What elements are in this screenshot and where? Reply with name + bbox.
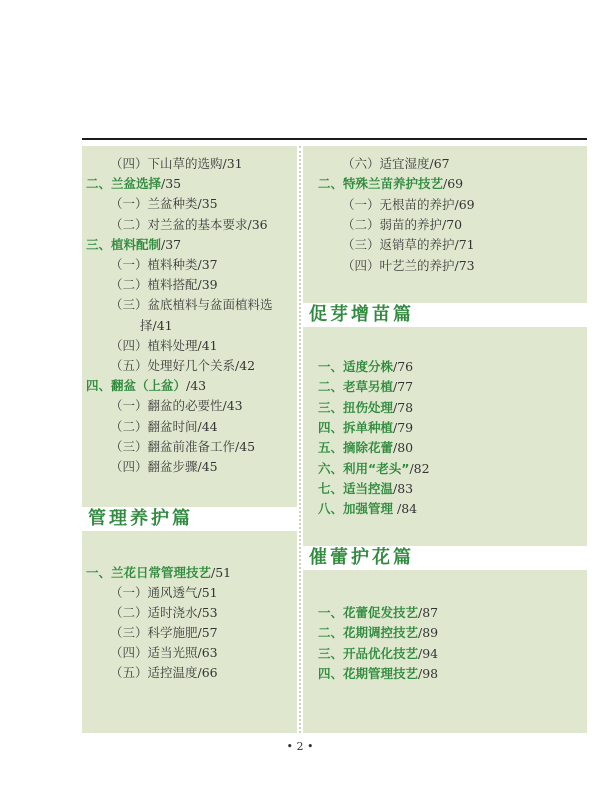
toc-entry-page: /35 [197, 196, 218, 212]
toc-subsection-entry [110, 625, 218, 641]
toc-chapter-entry [86, 176, 181, 192]
toc-entry-label: （一）无根苗的养护 [342, 196, 455, 212]
toc-entry-label: 六、利用“老头” [318, 460, 410, 476]
toc-entry-page: /71 [454, 237, 475, 253]
toc-entry-label: 一、花蕾促发技艺 [318, 605, 419, 620]
toc-entry-label: （五）适控温度 [110, 665, 198, 680]
toc-entry-page: /57 [197, 625, 218, 640]
toc-entry-page: /80 [393, 440, 414, 456]
toc-entry-label: （四）翻盆步骤 [110, 459, 198, 474]
toc-entry-page: /84 [393, 501, 418, 517]
toc-entry-label: 四、翻盆（上盆） [86, 378, 187, 394]
toc-entry-label: 四、花期管理技艺 [318, 665, 419, 681]
toc-entry-page: /36 [247, 216, 268, 232]
toc-entry-page: /51 [211, 565, 232, 580]
toc-entry-page: /41 [197, 337, 218, 353]
toc-entry-page: /73 [454, 257, 475, 273]
toc-chapter-entry [318, 420, 413, 436]
toc-entry-page: /87 [418, 605, 439, 620]
toc-subsection-entry [110, 439, 255, 455]
toc-entry-page: /42 [235, 358, 256, 373]
toc-entry-label: 二、特殊兰苗养护技艺 [318, 176, 444, 192]
toc-entry-page: /43 [186, 378, 207, 394]
section-title-bud: 催蕾护花篇 [303, 546, 587, 570]
toc-subsection-entry [110, 196, 218, 212]
toc-entry-label: （一）通风透气 [110, 585, 198, 600]
toc-subsection-entry [140, 318, 173, 334]
toc-entry-label: 八、加强管理 [318, 501, 394, 517]
toc-entry-label: （二）翻盆时间 [110, 418, 198, 434]
toc-subsection-entry [110, 585, 218, 601]
toc-entry-label: （二）适时浇水 [110, 605, 198, 620]
section-title-sprout: 促芽增苗篇 [303, 303, 587, 327]
toc-chapter-entry [86, 565, 231, 581]
toc-entry-label: 三、开品优化技艺 [318, 645, 419, 661]
toc-chapter-entry [86, 378, 206, 394]
toc-entry-label: 二、老草另植 [318, 379, 394, 395]
toc-entry-page: /43 [222, 398, 243, 414]
toc-entry-page: /78 [393, 399, 414, 415]
toc-chapter-entry [318, 605, 438, 621]
toc-entry-label: （六）适宜湿度 [342, 156, 430, 171]
toc-subsection-entry [342, 237, 475, 253]
toc-entry-label: （四）叶艺兰的养护 [342, 257, 455, 273]
toc-chapter-entry [318, 646, 438, 662]
toc-subsection-entry [342, 217, 462, 233]
toc-subsection-entry [342, 156, 450, 172]
toc-entry-label: （二）对兰盆的基本要求 [110, 216, 248, 232]
toc-entry-page: /35 [161, 176, 182, 192]
toc-entry-label: 三、扭伤处理 [318, 399, 394, 415]
toc-entry-page: /66 [197, 665, 218, 680]
toc-entry-page: /31 [222, 156, 243, 171]
toc-entry-label: （三）返销草的养护 [342, 237, 455, 253]
toc-entry-label: （一）翻盆的必要性 [110, 398, 223, 414]
toc-entry-label: （一）植料种类 [110, 257, 198, 272]
page-number: • 2 • [286, 740, 314, 753]
toc-subsection-entry [110, 358, 255, 374]
toc-chapter-entry [86, 237, 181, 253]
toc-subsection-entry [110, 257, 218, 273]
toc-chapter-entry [318, 461, 430, 477]
toc-entry-page: /76 [393, 359, 414, 374]
toc-subsection-entry [110, 217, 268, 233]
toc-entry-page: /53 [197, 605, 218, 620]
toc-entry-page: /79 [393, 419, 414, 435]
toc-chapter-entry [318, 359, 413, 375]
toc-subsection-entry [110, 665, 218, 681]
toc-entry-page: /51 [197, 585, 218, 600]
toc-entry-page: /37 [197, 257, 218, 272]
toc-chapter-entry [318, 379, 413, 395]
toc-entry-label: 二、兰盆选择 [86, 176, 162, 192]
toc-subsection-entry [110, 338, 218, 354]
toc-entry-page: /82 [409, 460, 430, 476]
toc-entry-label: 七、适当控温 [318, 480, 394, 496]
toc-chapter-entry [318, 501, 417, 517]
toc-entry-page: /83 [393, 480, 414, 496]
toc-entry-page: /41 [152, 317, 173, 333]
toc-entry-page: /63 [197, 645, 218, 660]
toc-subsection-entry [110, 419, 218, 435]
toc-subsection-entry [342, 258, 475, 274]
toc-entry-page: /94 [418, 645, 439, 661]
toc-subsection-entry [110, 277, 218, 293]
toc-entry-page: /98 [418, 665, 439, 681]
toc-chapter-entry [318, 481, 413, 497]
toc-entry-label: （三）盆底植料与盆面植料选 [110, 297, 273, 313]
toc-chapter-entry [318, 440, 413, 456]
toc-entry-page: /45 [197, 459, 218, 474]
toc-entry-label: 五、摘除花蕾 [318, 440, 394, 456]
toc-entry-label: 二、花期调控技艺 [318, 625, 419, 641]
toc-entry-label: （五）处理好几个关系 [110, 358, 236, 373]
toc-subsection-entry [110, 398, 243, 414]
toc-entry-label: 四、拆单种植 [318, 419, 394, 435]
toc-subsection-entry [110, 156, 243, 172]
toc-entry-page: /89 [418, 625, 439, 641]
toc-entry-label: （一）兰盆种类 [110, 196, 198, 212]
toc-entry-page: /67 [429, 156, 450, 171]
top-rule [82, 138, 587, 140]
toc-entry-page: /37 [161, 236, 182, 252]
toc-subsection-entry [110, 459, 218, 475]
toc-chapter-entry [318, 666, 438, 682]
toc-chapter-entry [318, 400, 413, 416]
toc-entry-label: （三）翻盆前准备工作 [110, 438, 236, 454]
toc-entry-page: /69 [443, 176, 464, 192]
toc-entry-page: /45 [235, 438, 256, 454]
toc-entry-label: 三、植料配制 [86, 236, 162, 252]
toc-entry-page: /70 [442, 216, 463, 232]
toc-entry-label: 择 [140, 317, 153, 333]
toc-entry-label: （二）弱苗的养护 [342, 216, 443, 232]
toc-entry-label: （三）科学施肥 [110, 625, 198, 640]
toc-subsection-entry [110, 605, 218, 621]
toc-subsection-entry [342, 197, 475, 213]
section-title-management: 管理养护篇 [82, 507, 297, 531]
toc-entry-page: /44 [197, 418, 218, 434]
toc-entry-page: /39 [197, 277, 218, 293]
toc-entry-label: 一、兰花日常管理技艺 [86, 565, 212, 580]
toc-entry-label: （四）植料处理 [110, 337, 198, 353]
toc-chapter-entry [318, 625, 438, 641]
toc-entry-label: （四）适当光照 [110, 645, 198, 660]
toc-entry-label: （二）植料搭配 [110, 277, 198, 293]
toc-entry-label: 一、适度分株 [318, 359, 394, 374]
toc-entry-page: /77 [393, 379, 414, 395]
toc-entry-page: /69 [454, 196, 475, 212]
toc-subsection-entry [110, 297, 273, 313]
toc-chapter-entry [318, 176, 463, 192]
column-divider [299, 146, 301, 733]
toc-subsection-entry [110, 645, 218, 661]
toc-entry-label: （四）下山草的选购 [110, 156, 223, 171]
